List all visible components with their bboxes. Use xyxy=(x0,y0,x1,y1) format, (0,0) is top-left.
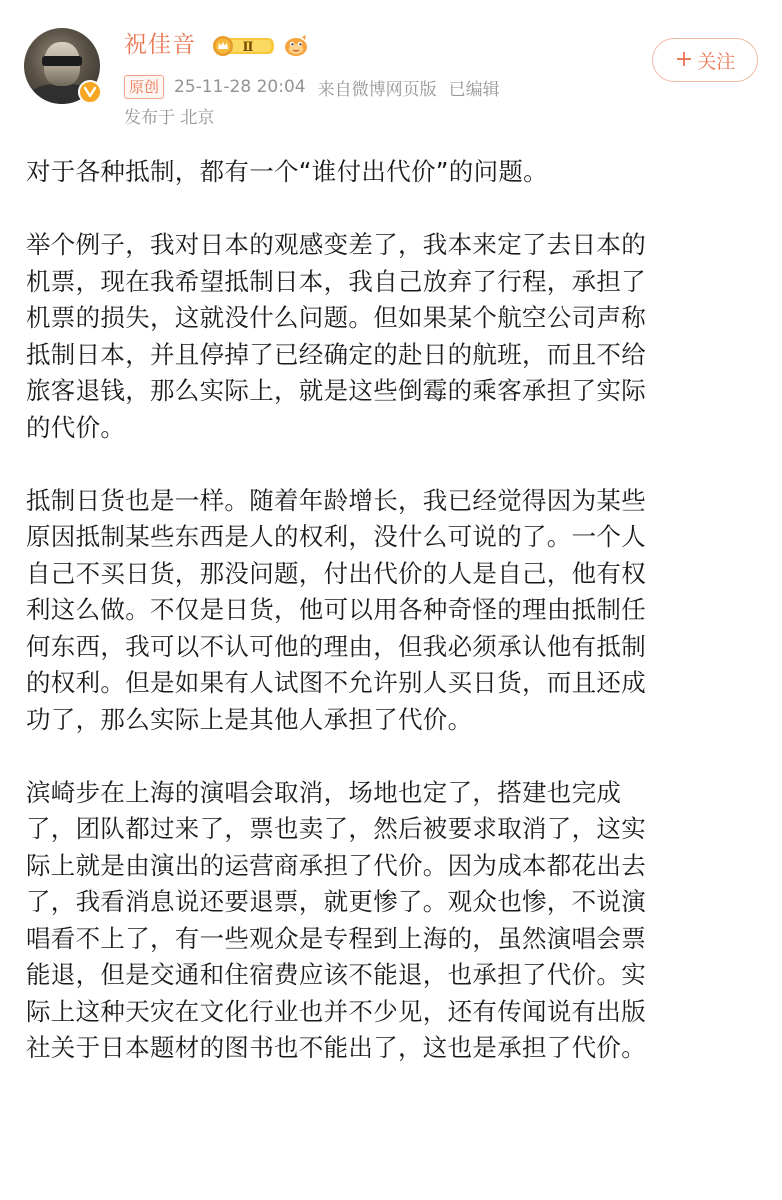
text-line: 际上就是由演出的运营商承担了代价。因为成本都花出去 xyxy=(26,850,646,880)
edited-label[interactable]: 已编辑 xyxy=(448,79,500,100)
text-line: 原因抵制某些东西是人的权利，没什么可说的了。一个人 xyxy=(26,522,646,551)
post-source: 来自微博网页版 xyxy=(317,79,437,100)
follow-label: 关注 xyxy=(697,50,736,73)
text-line: 举个例子，我对日本的观感变差了，我本来定了去日本的 xyxy=(26,230,646,259)
post-meta xyxy=(124,74,512,100)
text-line: 抵制日货也是一样。随着年龄增长，我已经觉得因为某些 xyxy=(26,485,646,515)
post-paragraph xyxy=(26,154,756,191)
post-timestamp[interactable]: 25-11-28 20:04 xyxy=(174,77,306,97)
post-content xyxy=(26,154,756,1103)
text-line: 能退，但是交通和住宿费应该不能退，也承担了代价。实 xyxy=(26,960,646,989)
text-line: 自己不买日货，那没问题，付出代价的人是自己，他有权 xyxy=(26,558,646,588)
verified-badge-icon xyxy=(78,80,102,104)
post-location: 发布于 北京 xyxy=(124,108,215,128)
text-line: 社关于日本题材的图书也不能出了，这也是承担了代价。 xyxy=(26,1033,646,1062)
text-line: 功了，那么实际上是其他人承担了代价。 xyxy=(26,704,473,734)
text-line: 滨崎步在上海的演唱会取消，场地也定了，搭建也完成 xyxy=(26,777,622,807)
text-line: 的权利。但是如果有人试图不允许别人买日货，而且还成 xyxy=(26,668,646,697)
username[interactable]: 祝佳音 xyxy=(124,32,196,58)
text-line: 对于各种抵制，都有一个“谁付出代价”的问题。 xyxy=(26,157,548,186)
plus-icon: + xyxy=(674,47,694,72)
follow-button[interactable] xyxy=(652,38,758,82)
vip-crown-icon[interactable] xyxy=(212,35,276,57)
text-line: 抵制日本，并且停掉了已经确定的赴日的航班，而且不给 xyxy=(26,339,646,369)
text-line: 了，团队都过来了，票也卖了，然后被要求取消了，这实 xyxy=(26,814,646,843)
text-line: 旅客退钱，那么实际上，就是这些倒霉的乘客承担了实际 xyxy=(26,376,646,405)
vip-level-text: Ⅱ xyxy=(242,40,254,55)
avatar-glasses-shape xyxy=(42,56,82,66)
text-line: 的代价。 xyxy=(26,412,126,442)
text-line: 唱看不上了，有一些观众是专程到上海的，虽然演唱会票 xyxy=(26,923,646,953)
text-line: 利这么做。不仅是日货，他可以用各种奇怪的理由抵制任 xyxy=(26,595,646,624)
post-paragraph xyxy=(26,483,756,739)
post-paragraph xyxy=(26,227,756,446)
text-line: 了，我看消息说还要退票，就更惨了。观众也惨，不说演 xyxy=(26,887,646,916)
original-tag: 原创 xyxy=(124,75,164,99)
post-header xyxy=(0,0,782,140)
fish-icon xyxy=(282,32,310,60)
post-paragraph xyxy=(26,775,756,1067)
text-line: 机票的损失，这就没什么问题。但如果某个航空公司声称 xyxy=(26,303,646,332)
text-line: 际上这种天灾在文化行业也并不少见，还有传闻说有出版 xyxy=(26,996,646,1026)
text-line: 机票，现在我希望抵制日本，我自己放弃了行程，承担了 xyxy=(26,266,646,296)
text-line: 何东西，我可以不认可他的理由，但我必须承认他有抵制 xyxy=(26,631,646,661)
